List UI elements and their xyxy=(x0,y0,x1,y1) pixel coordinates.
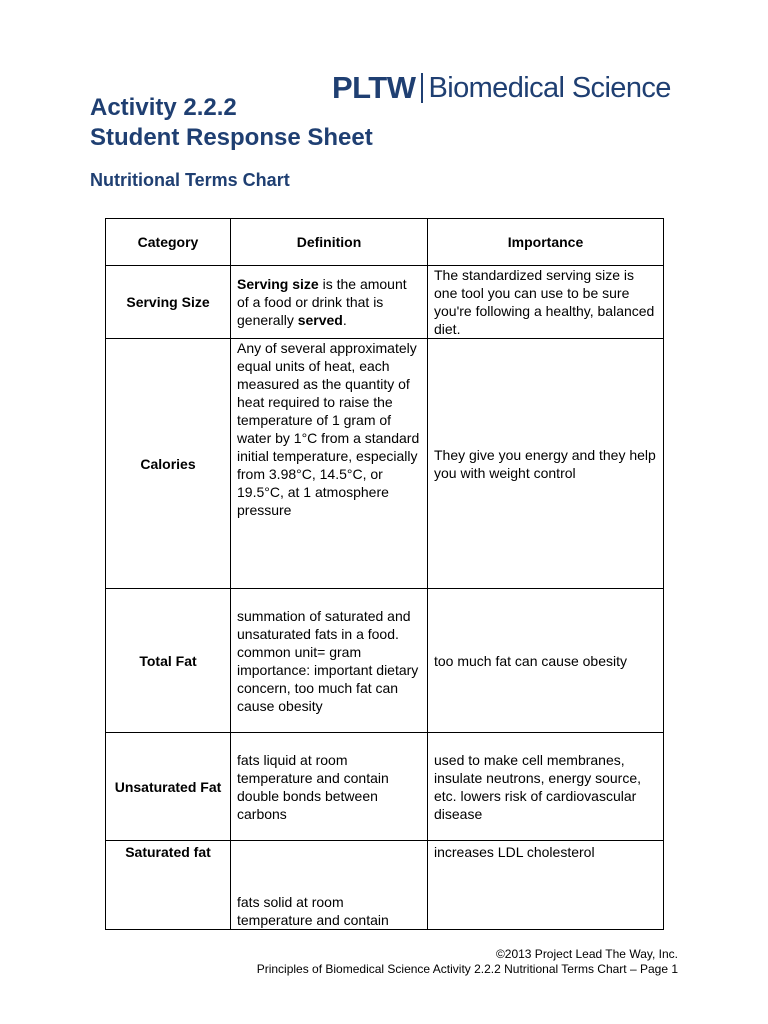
definition-end: . xyxy=(342,312,347,328)
definition-term-2: served xyxy=(297,312,343,328)
definition-text: is the amount of a food or drink that is generally xyxy=(237,276,407,328)
page-footer xyxy=(257,947,678,977)
header-category: Category xyxy=(106,219,231,266)
row-importance: They give you energy and they help you with weight control xyxy=(428,339,664,589)
definition-term: Serving size xyxy=(237,276,319,292)
row-definition: fats liquid at room temperature and contain double bonds between carbons xyxy=(231,733,428,841)
pltw-logo xyxy=(332,70,671,106)
page-title xyxy=(90,93,373,153)
row-importance: The standardized serving size is one tool you can use to be sure you're following a healthy, balanced diet. xyxy=(428,266,664,339)
row-category: Serving Size xyxy=(106,266,231,339)
footer-page-line: Principles of Biomedical Science Activity 2.2.2 Nutritional Terms Chart – Page 1 xyxy=(256,962,678,976)
row-definition: summation of saturated and unsaturated fats in a food. common unit= gram importance: important dietary concern, too much fat can cause obesity xyxy=(231,589,428,733)
row-definition: fats solid at room temperature and contain xyxy=(231,841,428,930)
logo-divider xyxy=(421,73,423,103)
footer-copyright: ©2013 Project Lead The Way, Inc. xyxy=(495,947,678,961)
row-importance: increases LDL cholesterol xyxy=(428,841,664,930)
row-importance: too much fat can cause obesity xyxy=(428,589,664,733)
header-importance: Importance xyxy=(428,219,664,266)
row-category: Total Fat xyxy=(106,589,231,733)
nutritional-terms-table xyxy=(105,218,664,930)
row-importance: used to make cell membranes, insulate neutrons, energy source, etc. lowers risk of cardiovascular disease xyxy=(428,733,664,841)
title-line-1: Activity 2.2.2 xyxy=(90,94,237,121)
chart-subtitle: Nutritional Terms Chart xyxy=(90,170,290,190)
table-header-row xyxy=(106,219,664,266)
title-line-2: Student Response Sheet xyxy=(90,124,373,151)
row-category: Calories xyxy=(106,339,231,589)
table-row xyxy=(106,266,664,339)
header-definition: Definition xyxy=(231,219,428,266)
row-definition xyxy=(231,266,428,339)
table-row xyxy=(106,841,664,930)
row-definition: Any of several approximately equal units of heat, each measured as the quantity of heat required to raise the temperature of 1 gram of water by 1°C from a standard initial temperature, especially from 3.98°C, 14.5°C, or 19.5°C, at 1 atmosphere pressure xyxy=(231,339,428,589)
table-row xyxy=(106,589,664,733)
table-row xyxy=(106,339,664,589)
row-category: Saturated fat xyxy=(106,841,231,930)
logo-brand: PLTW xyxy=(332,70,416,105)
logo-subtitle: Biomedical Science xyxy=(428,71,671,104)
table-row xyxy=(106,733,664,841)
row-category: Unsaturated Fat xyxy=(106,733,231,841)
